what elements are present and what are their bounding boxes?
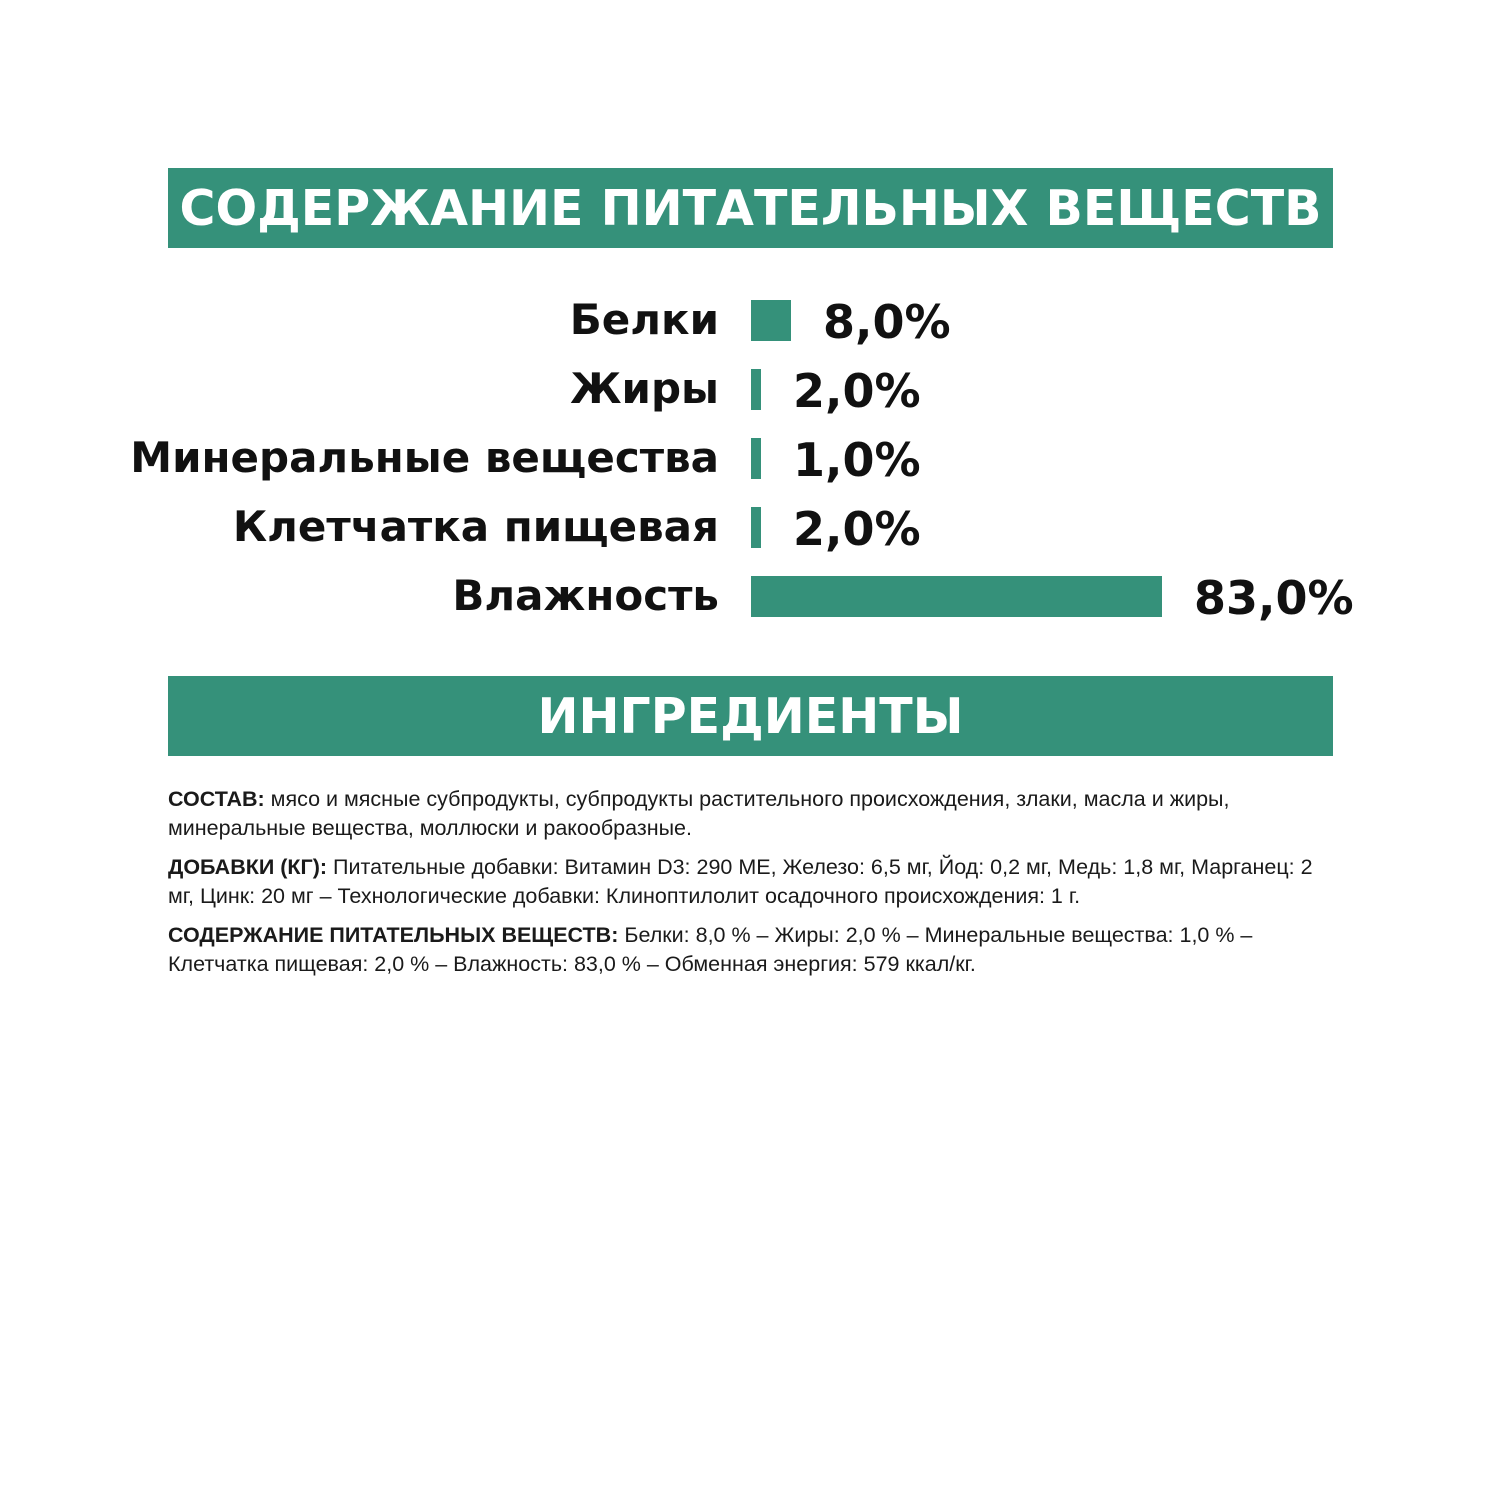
additives-paragraph [168,853,1338,911]
bar-row [0,497,1500,557]
ingredients-header-title: ИНГРЕДИЕНТЫ [537,687,964,745]
composition-text: мясо и мясные субпродукты, субпродукты растительного происхождения, злаки, масла и жиры, минеральные вещества, моллюски и ракообразные. [168,787,1230,840]
nutrients-header [168,168,1333,248]
composition-paragraph [168,785,1338,843]
bar [751,438,761,479]
additives-text: Питательные добавки: Витамин D3: 290 МЕ, Железо: 6,5 мг, Йод: 0,2 мг, Медь: 1,8 мг, Марганец: 2 мг, Цинк: 20 мг – Технологические добавки: Клиноптилолит осадочного происхождения: 1 г. [168,855,1313,908]
additives-label: ДОБАВКИ (КГ): [168,855,328,879]
nutrients-label: СОДЕРЖАНИЕ ПИТАТЕЛЬНЫХ ВЕЩЕСТВ: [168,923,619,947]
bar-value-label: 8,0% [823,295,951,349]
bar-category-label: Клетчатка пищевая [232,502,719,551]
bar-row [0,290,1500,350]
nutrient-bar-chart [0,290,1500,640]
bar [751,300,791,341]
bar [751,576,1162,617]
bar [751,507,761,548]
bar-category-label: Минеральные вещества [130,433,719,482]
bar-row [0,566,1500,626]
nutrients-paragraph [168,921,1338,979]
bar-row [0,359,1500,419]
ingredients-text [168,785,1338,989]
nutrients-header-title: СОДЕРЖАНИЕ ПИТАТЕЛЬНЫХ ВЕЩЕСТВ [179,179,1322,237]
composition-label: СОСТАВ: [168,787,265,811]
bar-category-label: Влажность [452,571,719,620]
bar-row [0,428,1500,488]
bar-value-label: 83,0% [1194,571,1354,625]
bar-category-label: Белки [569,295,719,344]
bar-value-label: 1,0% [793,433,921,487]
nutrients-text: Белки: 8,0 % – Жиры: 2,0 % – Минеральные вещества: 1,0 % – Клетчатка пищевая: 2,0 % – Влажность: 83,0 % – Обменная энергия: 579 ккал/кг. [168,923,1253,976]
bar-value-label: 2,0% [793,364,921,418]
ingredients-header [168,676,1333,756]
bar-category-label: Жиры [570,364,719,413]
bar-value-label: 2,0% [793,502,921,556]
bar [751,369,761,410]
